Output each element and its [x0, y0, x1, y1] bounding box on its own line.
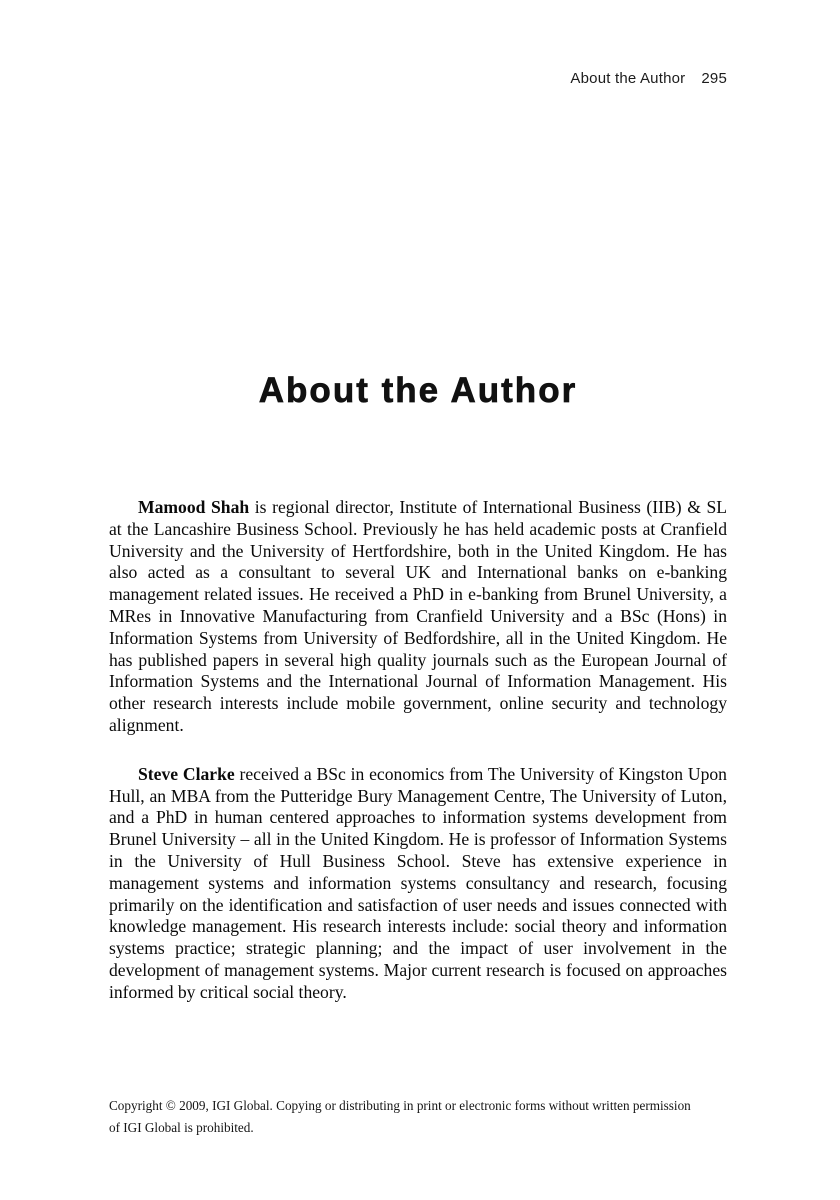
copyright-notice: [109, 1095, 749, 1138]
author-bio-paragraph: [109, 764, 727, 1004]
author-bio-paragraph: [109, 497, 727, 737]
author-name: Mamood Shah: [138, 497, 250, 517]
running-head-title: About the Author: [570, 70, 686, 87]
author-bio-section: [109, 497, 727, 1004]
author-name: Steve Clarke: [138, 763, 235, 784]
author-bio-text: is regional director, Institute of International Business (IIB) & SL at the Lancashire Business School. Previously he has held academic posts at Cranfield University and the University of Hertfordshire, both in the United Kingdom. He has also acted as a consultant to several UK and International banks on e-banking management related issues. He received a PhD in e-banking from Brunel University, a MRes in Innovative Manufacturing from Cranfield University and a BSc (Hons) in Information Systems from University of Bedfordshire, all in the United Kingdom. He has published papers in several high quality journals such as the European Journal of Information Systems and the International Journal of Information Management. His other research interests include mobile government, online security and technology alignment.: [109, 497, 727, 735]
copyright-line: of IGI Global is prohibited.: [109, 1119, 254, 1135]
copyright-line: Copyright © 2009, IGI Global. Copying or distributing in print or electronic forms without written permission: [109, 1098, 691, 1113]
page-number: 295: [701, 70, 727, 87]
running-head: [109, 70, 727, 87]
author-bio-text: received a BSc in economics from The University of Kingston Upon Hull, an MBA from the Putteridge Bury Management Centre, The University of Luton, and a PhD in human centered approaches to information systems development from Brunel University – all in the United Kingdom. He is professor of Information Systems in the University of Hull Business School. Steve has extensive experience in management systems and information systems consultancy and research, focusing primarily on the identification and satisfaction of user needs and issues connected with knowledge management. His research interests include: social theory and information systems practice; strategic planning; and the impact of user involvement in the development of management systems. Major current research is focused on approaches informed by critical social theory.: [109, 763, 727, 1002]
page-title: About the Author: [258, 371, 578, 411]
